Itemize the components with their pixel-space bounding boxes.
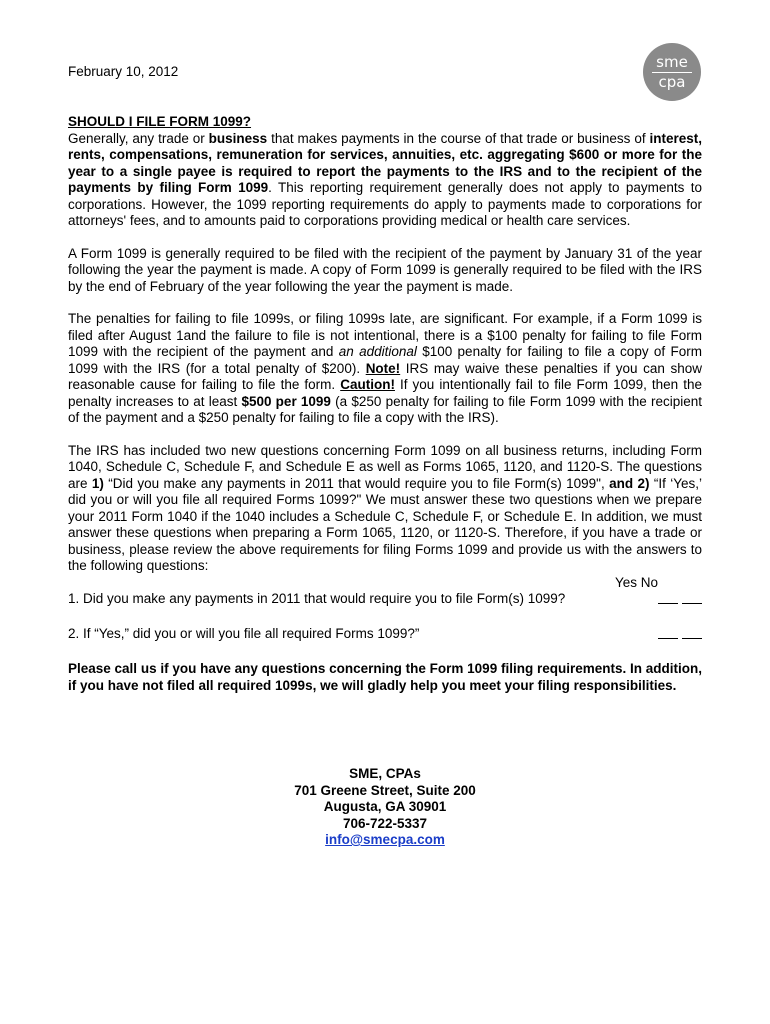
p1-text-e: . This reporting requirement generally does not apply to payments to corporations. However, the 1099 reporting requirements do apply to payments made to corporations for attorneys' fees, and to amounts paid to corporations providing medical or health care services.: [68, 180, 702, 228]
letter-heading: SHOULD I FILE FORM 1099?: [68, 114, 252, 129]
q2-no-blank[interactable]: [682, 626, 702, 639]
firm-address-block: [0, 766, 770, 849]
q1-no-blank[interactable]: [682, 591, 702, 604]
paragraph-2: A Form 1099 is generally required to be filed with the recipient of the payment by January 31 of the year following the year the payment is made. A copy of Form 1099 is generally required to be filed with the IRS by the end of February of the year following the year the payment is made.: [68, 245, 702, 294]
note-label: Note!: [365, 360, 401, 376]
paragraph-4: [68, 443, 702, 575]
p3-bold-penalty: $500 per 1099: [241, 393, 331, 409]
closing-paragraph: Please call us if you have any questions concerning the Form 1099 filing requirements. In addition, if you have not filed all required 1099s, we will gladly help you meet your filing responsibilities.: [68, 661, 702, 693]
sme-cpa-logo: [643, 43, 701, 101]
p1-text-c: that makes payments in the course of that trade or business of: [267, 130, 650, 146]
p4-text-e: “If ‘Yes,’ did you or will you file all required Forms 1099?" We must answer these two questions when we prepare your 2011 Form 1040 if the 1040 includes a Schedule C, Schedule F, or Schedule E. In addition, we must answer these questions when preparing a Form 1065, 1120, or 1120-S. Therefore, if you have a trade or business, please review the above requirements for filing Forms 1099 and provide us with the answers to the following questions:: [68, 475, 702, 573]
p3-text-a: The penalties for failing to file 1099s, or filing 1099s late, are significant. For example, if a Form 1099 is filed after August 1and the failure to file is not intentional, there is a $100 penalty for failing to file Form 1099 with the recipient of the payment and: [68, 311, 702, 359]
logo-line-2: cpa: [658, 73, 686, 91]
logo-line-1: sme: [656, 53, 688, 71]
question-2-row: [68, 626, 702, 644]
q2-yes-blank[interactable]: [658, 626, 678, 639]
question-2: 2. If “Yes,” did you or will you file all required Forms 1099?”: [68, 625, 420, 641]
firm-street: 701 Greene Street, Suite 200: [294, 782, 476, 798]
firm-city: Augusta, GA 30901: [323, 799, 447, 814]
p3-text-i: (a $250 penalty for failing to file Form 1099 with the recipient of the payment and a $250 penalty for failing to file a copy with the IRS).: [68, 393, 702, 425]
yes-no-header: Yes No: [614, 574, 658, 590]
p1-bold-business: business: [208, 130, 268, 146]
question-1-row: [68, 591, 702, 609]
firm-email-link[interactable]: info@smecpa.com: [325, 832, 445, 847]
paragraph-1: [68, 114, 702, 230]
p3-text-c: $100 penalty for failing to file a copy of Form 1099 with the IRS (for a total penalty of $200).: [68, 344, 702, 376]
firm-name: SME, CPAs: [349, 766, 421, 781]
p3-italic: an additional: [338, 344, 417, 359]
p3-text-e: IRS may waive these penalties if you can show reasonable cause for failing to file the form.: [68, 360, 702, 392]
p4-bold-and-2: and 2): [609, 475, 650, 491]
p3-text-g: If you intentionally fail to file Form 1099, then the penalty increases to at least: [68, 377, 702, 409]
letter-body: [68, 114, 702, 694]
question-1: 1. Did you make any payments in 2011 that would require you to file Form(s) 1099?: [68, 591, 566, 606]
p4-text-c: “Did you make any payments in 2011 that would require you to file Form(s) 1099",: [103, 475, 610, 491]
paragraph-3: [68, 311, 702, 427]
caution-label: Caution!: [340, 377, 395, 392]
question-2-answer[interactable]: [610, 626, 702, 644]
p1-bold-requirement: interest, rents, compensations, remuneration for services, annuities, etc. aggregating $600 or more for the year to a single payee is required to report the payments to the IRS and to the recipient of the payments by filing Form 1099: [68, 130, 702, 195]
p4-text-a: The IRS has included two new questions concerning Form 1099 on all business returns, including Form 1040, Schedule C, Schedule F, and Schedule E as well as Forms 1065, 1120, and 1120-S. The questions are: [68, 442, 702, 491]
p1-text-a: Generally, any trade or: [68, 130, 209, 146]
firm-phone: 706-722-5337: [342, 815, 428, 831]
letter-date: February 10, 2012: [68, 64, 179, 79]
q1-yes-blank[interactable]: [658, 591, 678, 604]
question-1-answer[interactable]: [610, 591, 702, 609]
p4-bold-1: 1): [91, 475, 104, 491]
